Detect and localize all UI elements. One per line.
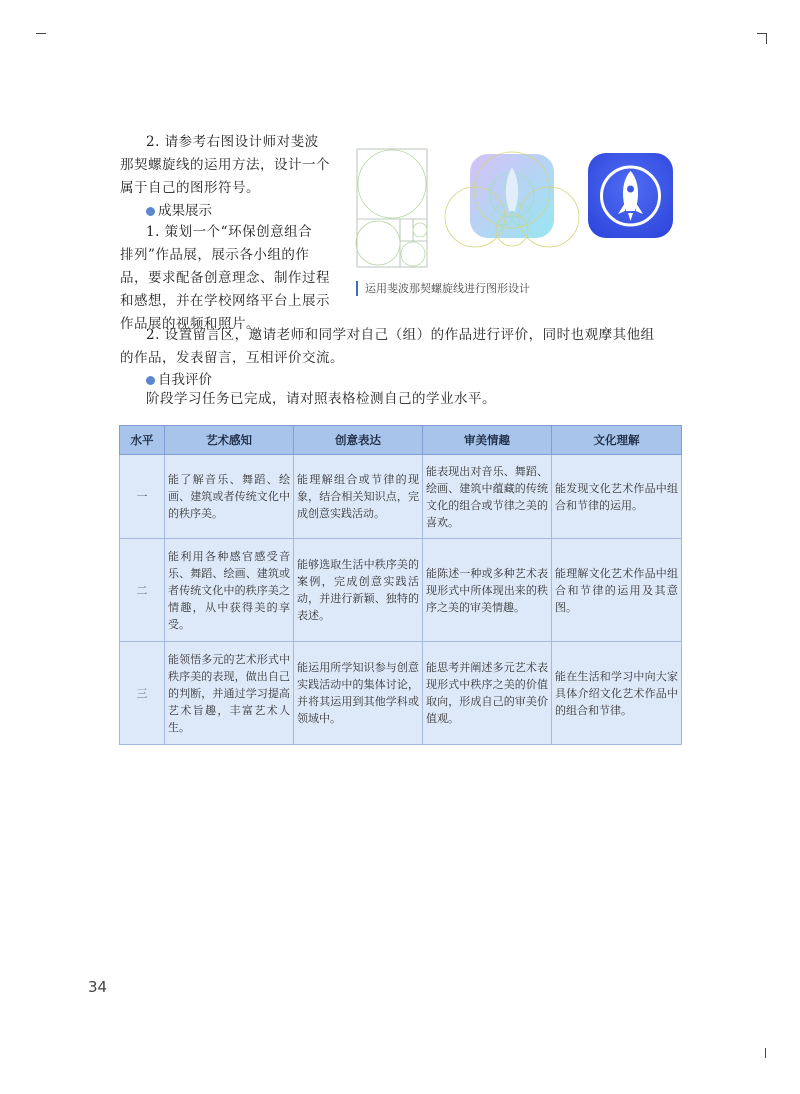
table-cell: 能理解组合或节律的现象，结合相关知识点，完成创意实践活动。: [294, 455, 423, 539]
table-cell: 能利用各种感官感受音乐、舞蹈、绘画、建筑或者传统文化中的秩序美之情趣，从中获得美的享受。: [165, 539, 294, 642]
table-cell: 能理解文化艺术作品中组合和节律的运用及其意图。: [552, 539, 682, 642]
table-cell: 能运用所学知识参与创意实践活动中的集体讨论，并将其运用到其他学科或领域中。: [294, 642, 423, 745]
header-cultural-understanding: 文化理解: [552, 426, 682, 455]
table-row: [120, 539, 682, 642]
bullet-dot-icon: [146, 376, 155, 385]
results-item1-line3: 品，要求配备创意理念、制作过程: [120, 270, 330, 286]
crop-mark-top-right-v: [766, 33, 767, 44]
results-item1-line4: 和感想，并在学校网络平台上展示: [120, 293, 330, 309]
table-row: [120, 455, 682, 539]
fibonacci-figure: [355, 145, 685, 275]
self-eval-heading: [146, 370, 212, 390]
figure-caption: 运用斐波那契螺旋线进行图形设计: [356, 281, 530, 296]
task2-line1: 2. 请参考右图设计师对斐波: [146, 134, 319, 150]
table-row: [120, 642, 682, 745]
self-eval-heading-text: 自我评价: [158, 372, 212, 388]
results-item1-line5: 作品展的视频和照片。: [120, 316, 260, 332]
level-cell: 一: [120, 455, 165, 539]
table-cell: 能表现出对音乐、舞蹈、绘画、建筑中蕴藏的传统文化的组合或节律之美的喜欢。: [423, 455, 552, 539]
task2-line3: 属于自己的图形符号。: [120, 180, 260, 196]
results-item1-line1: 1. 策划一个“环保创意组合: [146, 224, 313, 240]
evaluation-table: [119, 425, 682, 745]
header-level: 水平: [120, 426, 165, 455]
page-number: 34: [88, 978, 108, 996]
table-cell: 能够选取生活中秩序美的案例，完成创意实践活动，并进行新颖、独特的表述。: [294, 539, 423, 642]
results-item2-line2: 的作品，发表留言，互相评价交流。: [120, 350, 344, 366]
level-cell: 二: [120, 539, 165, 642]
header-aesthetic-taste: 审美情趣: [423, 426, 552, 455]
results-heading-text: 成果展示: [158, 203, 212, 219]
level-cell: 三: [120, 642, 165, 745]
self-eval-intro: 阶段学习任务已完成，请对照表格检测自己的学业水平。: [146, 391, 496, 407]
fibonacci-rectangles: [356, 149, 427, 267]
table-cell: 能了解音乐、舞蹈、绘画、建筑或者传统文化中的秩序美。: [165, 455, 294, 539]
crop-mark-bottom-right: [765, 1048, 766, 1058]
table-cell: 能陈述一种或多种艺术表现形式中所体现出来的秩序之美的审美情趣。: [423, 539, 552, 642]
table-cell: 能思考并阐述多元艺术表现形式中秩序之美的价值取向，形成自己的审美价值观。: [423, 642, 552, 745]
table-cell: 能在生活和学习中向大家具体介绍文化艺术作品中的组合和节律。: [552, 642, 682, 745]
header-art-perception: 艺术感知: [165, 426, 294, 455]
results-item1-line2: 排列”作品展，展示各小组的作: [120, 247, 310, 263]
crop-mark-top-left: [36, 33, 46, 34]
table-cell: 能发现文化艺术作品中组合和节律的运用。: [552, 455, 682, 539]
results-heading: [146, 201, 212, 221]
rocket-app-icon: [588, 153, 673, 238]
spiral-construction: [445, 152, 579, 247]
task2-line2: 那契螺旋线的运用方法，设计一个: [120, 157, 330, 173]
results-item2-line1: 2. 设置留言区，邀请老师和同学对自己（组）的作品进行评价，同时也观摩其他组: [146, 327, 655, 343]
header-creative-expression: 创意表达: [294, 426, 423, 455]
bullet-dot-icon: [146, 207, 155, 216]
table-cell: 能领悟多元的艺术形式中秩序美的表现，做出自己的判断，并通过学习提高艺术旨趣，丰富艺术人生。: [165, 642, 294, 745]
table-header-row: [120, 426, 682, 455]
